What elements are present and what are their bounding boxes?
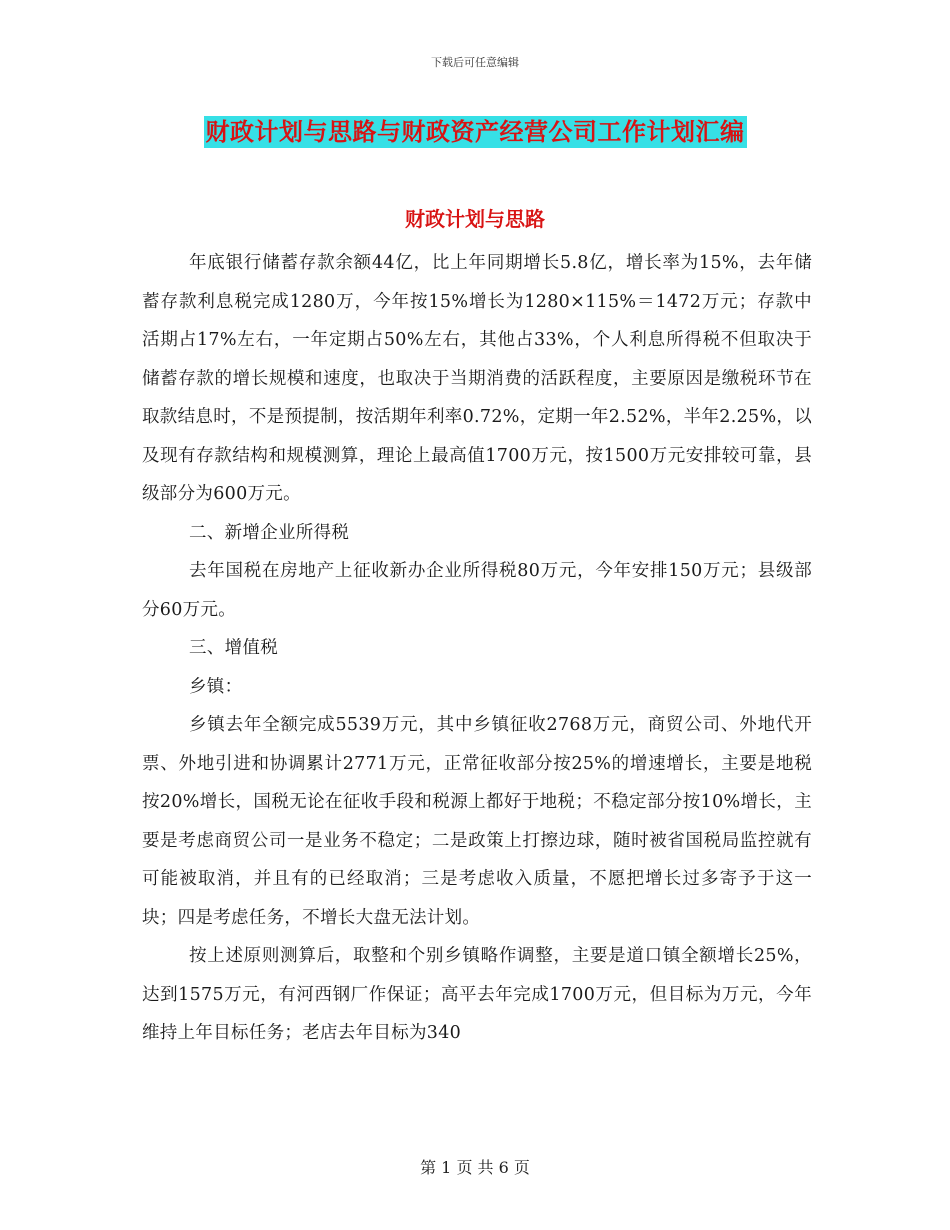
heading-enterprise-income-tax: 二、新增企业所得税 [189,522,350,543]
document-body [142,244,812,1053]
page-number: 第 1 页 共 6 页 [420,1158,530,1177]
paragraph-adjustment: 按上述原则测算后，取整和个别乡镇略作调整，主要是道口镇全额增长25%，达到1575万元，有河西钢厂作保证；高平去年完成1700万元，但目标为万元，今年维持上年目标任务；老店去年目标为340 [142,946,812,1043]
paragraph-enterprise-income-tax: 去年国税在房地产上征收新办企业所得税80万元，今年安排150万元；县级部分60万元。 [142,561,812,620]
heading-value-added-tax: 三、增值税 [189,638,278,658]
paragraph-township-vat: 乡镇去年全额完成5539万元，其中乡镇征收2768万元，商贸公司、外地代开票、外地引进和协调累计2771万元，正常征收部分按25%的增速增长，主要是地税按20%增长，国税无论在征收手段和税源上都好于地税；不稳定部分按10%增长，主要是考虑商贸公司一是业务不稳定；二是政策上打擦边球，随时被省国税局监控就有可能被取消，并且有的已经取消；三是考虑收入质量，不愿把增长过多寄予于这一块；四是考虑任务，不增长大盘无法计划。 [142,715,812,928]
document-title [0,112,950,147]
paragraph-savings-tax: 年底银行储蓄存款余额44亿，比上年同期增长5.8亿，增长率为15%，去年储蓄存款利息税完成1280万，今年按15%增长为1280×115%＝1472万元；存款中活期占17%左右，一年定期占50%左右，其他占33%，个人利息所得税不但取决于储蓄存款的增长规模和速度，也取决于当期消费的活跃程度，主要原因是缴税环节在取款结息时，不是预提制，按活期年利率0.72%，定期一年2.52%，半年2.25%，以及现有存款结构和规模测算，理论上最高值1700万元，按1500万元安排较可靠，县级部分为600万元。 [142,253,812,504]
document-title-text: 财政计划与思路与财政资产经营公司工作计划汇编 [205,118,745,146]
heading-townships: 乡镇： [189,676,243,697]
section-title: 财政计划与思路 [405,207,545,231]
header-note: 下载后可任意编辑 [431,56,519,69]
